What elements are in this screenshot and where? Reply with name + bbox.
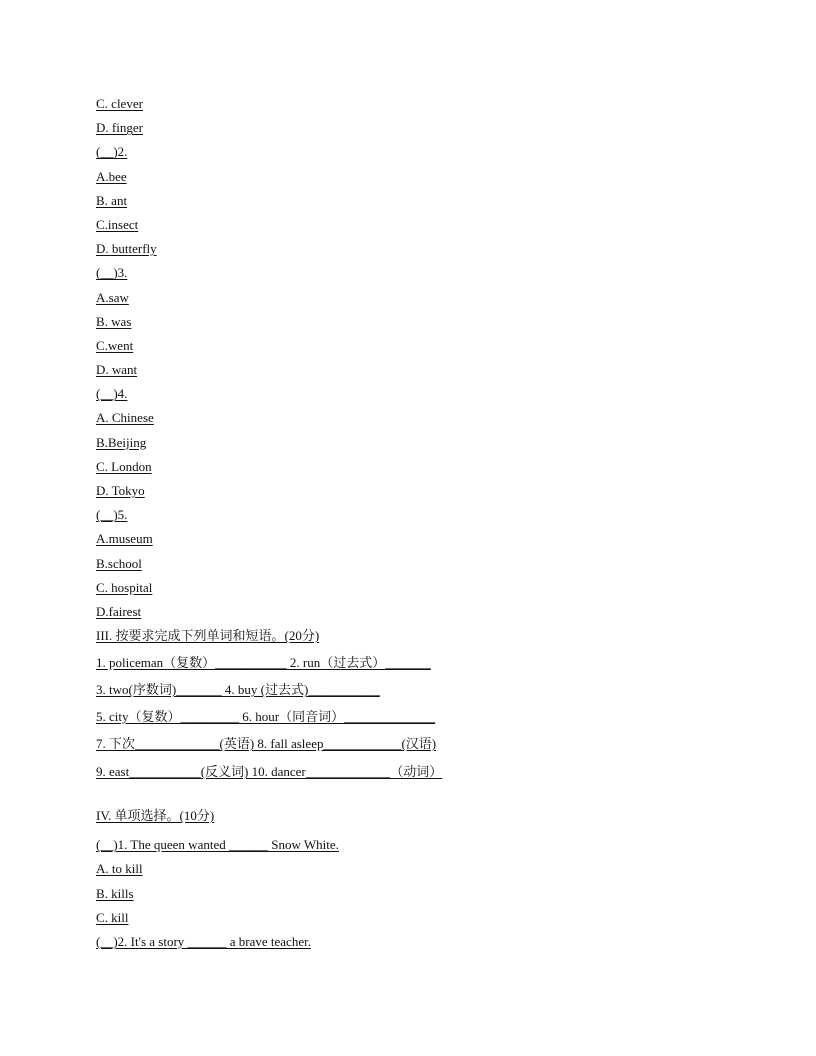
option-d-want: D. want	[96, 362, 138, 378]
option-b-school: B.school	[96, 555, 142, 571]
question-4: (__)4.	[96, 386, 128, 402]
mc-option-a-to-kill: A. to kill	[96, 861, 143, 877]
option-a-saw: A.saw	[96, 289, 129, 305]
option-d-finger: D. finger	[96, 120, 143, 136]
mc-question-2: (__)2. It's a story ______ a brave teacher.	[96, 933, 311, 949]
option-a-bee: A.bee	[96, 168, 127, 184]
option-c-london: C. London	[96, 458, 152, 474]
question-5: (__)5.	[96, 507, 128, 523]
option-d-butterfly: D. butterfly	[96, 241, 157, 257]
section-3-heading: III. 按要求完成下列单词和短语。(20分)	[96, 628, 320, 644]
task-row-3: 5. city（复数）_________ 6. hour（同音词）______________	[96, 709, 436, 725]
task-row-1: 1. policeman（复数）___________ 2. run（过去式）_______	[96, 655, 431, 671]
option-b-was: B. was	[96, 313, 132, 329]
option-a-museum: A.museum	[96, 531, 153, 547]
worksheet-page	[96, 96, 736, 958]
mc-question-1: (__)1. The queen wanted ______ Snow White.	[96, 837, 339, 853]
option-c-went: C.went	[96, 337, 134, 353]
option-d-fairest: D.fairest	[96, 603, 142, 619]
task-row-5: 9. east___________(反义词) 10. dancer_____________（动词）	[96, 764, 443, 780]
section-4-heading: IV. 单项选择。(10分)	[96, 808, 215, 824]
option-d-tokyo: D. Tokyo	[96, 483, 145, 498]
task-row-2: 3. two(序数词)_______ 4. buy (过去式)___________	[96, 682, 380, 698]
mc-option-b-kills: B. kills	[96, 885, 134, 901]
question-3: (__)3.	[96, 265, 128, 281]
section-4-questions	[96, 837, 736, 950]
task-row-4: 7. 下次_____________(英语) 8. fall asleep____________(汉语)	[96, 736, 437, 752]
question-2: (__)2.	[96, 144, 128, 160]
mc-option-c-kill: C. kill	[96, 909, 129, 925]
section-3-tasks	[96, 655, 736, 780]
option-c-hospital: C. hospital	[96, 579, 153, 595]
option-b-beijing: B.Beijing	[96, 434, 147, 450]
option-b-ant: B. ant	[96, 192, 128, 208]
option-c-clever: C. clever	[96, 96, 143, 111]
option-c-insect: C.insect	[96, 216, 139, 232]
part2-options	[96, 96, 736, 620]
option-a-chinese: A. Chinese	[96, 410, 154, 426]
